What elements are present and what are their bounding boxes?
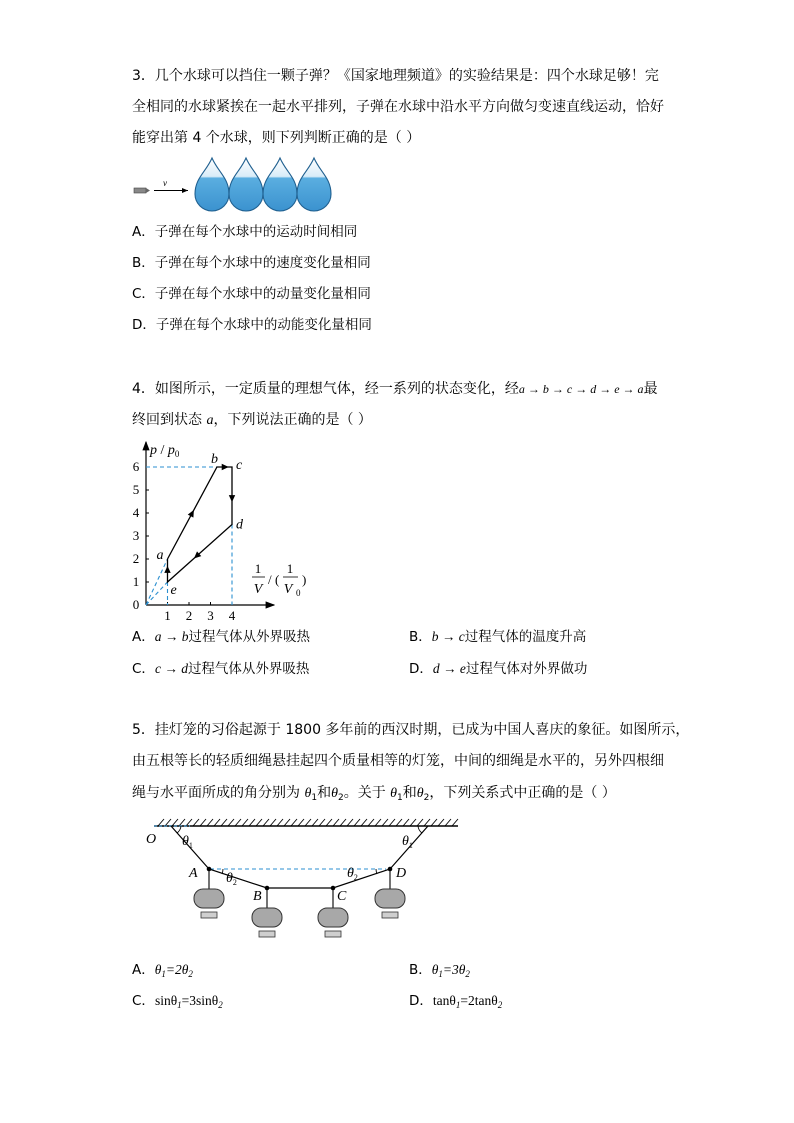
lantern-icon [375,889,405,918]
ceiling-hatch [326,819,332,826]
svg-text:1: 1 [286,561,294,576]
svg-text:V: V [253,582,263,597]
state-label-c: c [236,458,243,473]
q5-option-a: A．$\theta_1=2\theta_2$ [132,962,193,979]
ceiling-hatch [305,819,311,826]
q5-option-d: D．tanθ$_1$=2tanθ$_2$ [409,993,503,1010]
ceiling-hatch [263,819,269,826]
x-axis-label [252,561,306,598]
ceiling-hatch [158,819,164,826]
y-tick-label: 1 [132,574,140,589]
ceiling-hatch [375,819,381,826]
ceiling-hatch [186,819,192,826]
ceiling-hatch [284,819,290,826]
process-direction-arrow [229,495,235,502]
ceiling-hatch [319,819,325,826]
q4-stem-suffix: 最 [643,381,658,397]
q4-stem-prefix: 4．如图所示，一定质量的理想气体，经一系列的状态变化，经 [132,381,519,397]
lantern-icon [194,889,224,918]
state-a-ref: a [206,413,214,428]
angle-label-theta1-right: $\theta_1$ [402,834,413,850]
ceiling-hatch [368,819,374,826]
water-balloon [297,158,331,211]
q3-option-b: B．子弹在每个水球中的速度变化量相同 [132,255,371,271]
ceiling-hatch [179,819,185,826]
y-axis-label: p / $p_0$ [150,443,180,459]
angle-label-theta2-right: $\theta_2$ [347,866,358,882]
lantern-icon [252,908,282,937]
q5-stem-line-3: 绳与水平面所成的角分别为 $\theta_1$和$\theta_2$。关于 $\theta_1$和$\theta_2$，下列关系式中正确的是（ ） [132,785,616,803]
y-tick-label: 3 [132,528,140,543]
ceiling-hatch [221,819,227,826]
y-tick-label: 6 [132,459,140,474]
process-direction-arrow [222,464,229,470]
water-balloon [195,158,229,211]
ceiling-hatch [277,819,283,826]
q4-stem-line-2 [132,410,372,431]
svg-text:): ) [302,572,307,587]
q5-stem-line-1: 5．挂灯笼的习俗起源于 1800 多年前的西汉时期，已成为中国人喜庆的象征。如图所示， [132,722,690,738]
point-label-a: A [189,866,198,881]
ceiling-hatch [270,819,276,826]
point-label-o: O [146,832,157,847]
process-chain: a → b → c → d → e → a [518,382,644,396]
svg-text:/: / [268,572,272,587]
point-label-c: C [337,889,347,904]
q4-stem2-suffix: ，下列说法正确的是（ ） [213,412,372,428]
q4-option-a: A．a → b过程气体从外界吸热 [132,629,310,645]
ceiling-hatch [165,819,171,826]
ceiling-hatch [417,819,423,826]
ceiling-hatch [361,819,367,826]
process-direction-arrow [164,566,170,573]
ceiling-hatch [207,819,213,826]
p-v-graph [128,436,328,621]
guide-origin-a [146,559,168,605]
x-tick-label: 2 [185,608,193,623]
q4-option-b: B．b → c过程气体的温度升高 [409,629,587,645]
x-tick-label: 3 [207,608,214,623]
ceiling-hatch [312,819,318,826]
origin-label: 0 [132,597,140,612]
y-tick-label: 2 [132,551,140,566]
water-balloon [263,158,297,211]
process-path [168,467,233,582]
ceiling-hatch [214,819,220,826]
state-label-a: a [156,548,164,563]
q4-option-d: D．d → e过程气体对外界做功 [409,661,588,677]
ceiling-hatch [298,819,304,826]
ceiling-hatch [249,819,255,826]
ceiling-hatch [396,819,402,826]
state-label-d: d [236,517,243,533]
ceiling-hatch [424,819,430,826]
ceiling-hatch [389,819,395,826]
x-tick-label: 4 [228,608,236,623]
bullet-icon [134,188,150,193]
ceiling-hatch [228,819,234,826]
ceiling-hatch [452,819,458,826]
lantern-figure [140,816,470,948]
y-tick-label: 5 [132,482,140,497]
x-tick-label: 1 [164,608,171,623]
ceiling-hatch [403,819,409,826]
q3-option-c: C．子弹在每个水球中的动量变化量相同 [132,286,371,302]
ceiling-hatch [340,819,346,826]
ceiling-hatch [193,819,199,826]
svg-text:(: ( [275,572,280,587]
ceiling-hatch [445,819,451,826]
q3-stem-line-3: 能穿出第 4 个水球，则下列判断正确的是（ ） [132,130,421,146]
ceiling-hatch [242,819,248,826]
angle-label-theta2-left: $\theta_2$ [226,871,237,887]
ceiling-hatch [333,819,339,826]
q3-stem-line-2: 全相同的水球紧挨在一起水平排列，子弹在水球中沿水平方向做匀变速直线运动，恰好 [132,99,664,115]
q4-option-c: C．c → d过程气体从外界吸热 [132,661,310,677]
q3-option-d: D．子弹在每个水球中的动能变化量相同 [132,317,372,333]
ceiling-hatch [438,819,444,826]
velocity-label: v [163,178,167,188]
ceiling-hatch [354,819,360,826]
ceiling-hatch [382,819,388,826]
lantern-icon [318,908,348,937]
q4-stem2-prefix: 终回到状态 [132,412,207,428]
water-balloon [229,158,263,211]
q5-option-c: C．sinθ$_1$=3sinθ$_2$ [132,993,223,1010]
ceiling-hatch [172,819,178,826]
ceiling-hatch [235,819,241,826]
y-tick-label: 4 [132,505,140,520]
ceiling-hatch [431,819,437,826]
q3-stem-line-1: 3．几个水球可以挡住一颗子弹？《国家地理频道》的实验结果是：四个水球足够！完 [132,68,659,84]
water-balloons-figure [130,152,340,218]
svg-text:V: V [283,582,293,597]
ceiling-hatch [291,819,297,826]
q5-option-b: B．$\theta_1=3\theta_2$ [409,962,470,979]
guide-origin-e [146,582,168,605]
ceiling-hatch [256,819,262,826]
point-label-d: D [396,866,407,881]
state-label-b: b [210,452,218,467]
ceiling-hatch [347,819,353,826]
svg-text:0: 0 [296,588,301,598]
angle-label-theta1-left: $\theta_1$ [182,834,193,850]
ceiling-hatch [410,819,416,826]
ceiling-hatch [200,819,206,826]
q5-stem-line-2: 由五根等长的轻质细绳悬挂起四个质量相等的灯笼，中间的细绳是水平的，另外四根细 [132,753,664,769]
svg-text:1: 1 [254,561,262,576]
q3-option-a: A．子弹在每个水球中的运动时间相同 [132,224,358,240]
state-label-e: e [170,583,177,598]
q4-stem-line-1 [132,379,658,399]
point-label-b: B [253,889,262,904]
